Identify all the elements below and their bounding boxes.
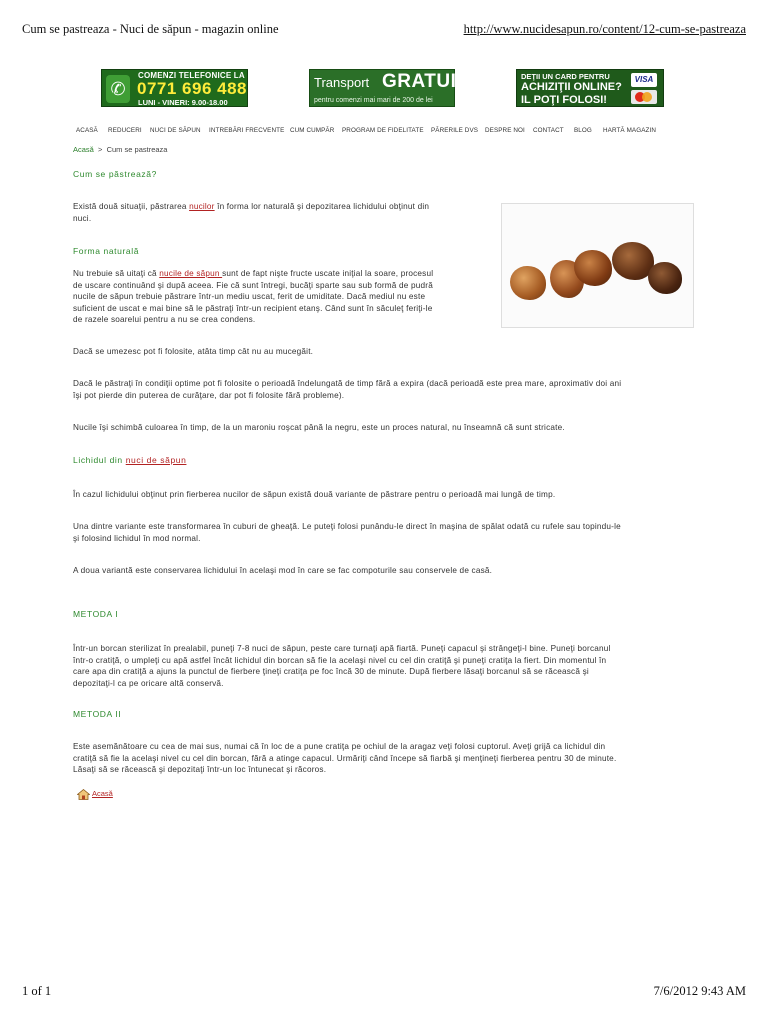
phone-icon: ✆ bbox=[106, 75, 130, 103]
nav-item-despre-noi[interactable]: DESPRE NOI bbox=[485, 127, 525, 134]
breadcrumb-home[interactable]: Acasă bbox=[73, 145, 94, 154]
visa-logo-icon: VISA bbox=[631, 73, 657, 87]
paragraph-lichid: În cazul lichidului obţinut prin fierberea nucilor de săpun există două variante de păstrare pentru o perioadă mai lungă de timp. bbox=[73, 490, 556, 499]
link-nucilor[interactable]: nucilor bbox=[189, 202, 215, 211]
phone-hours: LUNI - VINERI: 9.00-18.00 bbox=[138, 98, 228, 107]
paragraph-culoare: Nucile îşi schimbă culoarea în timp, de la un maroniu roşcat până la negru, este un proces natural, nu înseamnă că sunt stricate. bbox=[73, 423, 565, 432]
home-link[interactable]: Acasă bbox=[92, 789, 113, 798]
nav-item-contact[interactable]: CONTACT bbox=[533, 127, 564, 134]
paragraph-conservare: A doua variantă este conservarea lichidului în acelaşi mod în care se fac compoturile sau conservele de casă. bbox=[73, 566, 493, 575]
page-title: Cum se păstrează? bbox=[73, 169, 157, 179]
section-heading-lichid: Lichidul din nuci de săpun bbox=[73, 455, 187, 465]
paragraph-cuburi: Una dintre variante este transformarea în cuburi de gheaţă. Le puteţi folosi punându-le direct în maşina de spălat odată cu rufele sau topindu-le bbox=[73, 522, 621, 531]
page-count: 1 of 1 bbox=[22, 984, 52, 998]
transport-word: Transport bbox=[314, 75, 370, 90]
metoda2-line: cratiţă să fie la acelaşi nivel cu cel din borcan, fără a atinge capacul. Urmăriţi când începe să fiarbă şi menţineţi fierberea pentru 30 de minute. bbox=[73, 753, 617, 763]
paragraph-cuburi: şi folosind lichidul în mod normal. bbox=[73, 533, 201, 543]
metoda2-line: Lăsaţi să se răcească şi depozitaţi într-un loc întunecat şi răcoros. bbox=[73, 765, 327, 775]
section-heading-metoda-1: METODA I bbox=[73, 609, 119, 619]
intro-line: Există două situaţii, păstrarea nucilor în forma lor naturală şi depozitarea lichidului obţinut din bbox=[73, 202, 430, 211]
metoda1-line: într-o cratiţă, o umpleţi cu apă astfel încât lichidul din borcan să fie la acelaşi nivel cu cel din cratiţă şi puneţi cratiţa la fiert. Din momentul în bbox=[73, 655, 607, 665]
nav-item-reduceri[interactable]: REDUCERI bbox=[108, 127, 142, 134]
free-transport-banner[interactable] bbox=[309, 69, 469, 107]
link-nuci-de-sapun[interactable]: nuci de săpun bbox=[125, 455, 187, 465]
print-title: Cum se pastreaza - Nuci de săpun - magazin online bbox=[22, 22, 279, 36]
paragraph-optime: îşi pot pierde din puterea de curăţare, dar pot fi folosite fără probleme). bbox=[73, 390, 345, 400]
link-nucile-de-sapun[interactable]: nucile de săpun bbox=[159, 269, 223, 278]
print-footer bbox=[22, 984, 746, 1000]
metoda1-line: Într-un borcan sterilizat în prealabil, puneţi 7-8 nuci de săpun, peste care turnaţi apă fiartă. Puneţi capacul şi strângeţi-l bine. Puneţi borcanul bbox=[73, 644, 611, 653]
phone-order-banner[interactable] bbox=[101, 69, 248, 107]
breadcrumb-current: Cum se pastreaza bbox=[106, 145, 168, 154]
mastercard-logo-icon bbox=[631, 90, 657, 104]
soap-nuts-photo bbox=[501, 203, 694, 328]
print-header bbox=[22, 22, 746, 40]
nav-item-acasa[interactable]: ACASĂ bbox=[76, 127, 98, 134]
metoda1-line: depozitaţi-l ca pe oricare altă conservă. bbox=[73, 678, 224, 688]
card-payment-banner[interactable] bbox=[516, 69, 664, 107]
breadcrumb bbox=[73, 145, 167, 154]
nav-item-cum-cumpar[interactable]: CUM CUMPĂR bbox=[290, 127, 335, 134]
section-heading-metoda-2: METODA II bbox=[73, 709, 122, 719]
print-url[interactable]: http://www.nucidesapun.ro/content/12-cum-se-pastreaza bbox=[463, 22, 746, 36]
phone-banner-caption: COMENZI TELEFONICE LA bbox=[138, 71, 245, 80]
transport-free: GRATUIT bbox=[382, 71, 469, 92]
main-nav bbox=[76, 127, 696, 139]
forma-line: de razele soarelui pentru a nu se crea condens. bbox=[73, 315, 256, 325]
forma-line: de uscare continuând şi după aceea. Fie că sunt întregi, bucăţi sparte sau sub formă de pudră bbox=[73, 280, 433, 290]
nav-item-program-fidelitate[interactable]: PROGRAM DE FIDELITATE bbox=[342, 127, 424, 134]
nav-item-parerile-dvs[interactable]: PĂRERILE DVS bbox=[431, 127, 479, 134]
forma-line: suficient de uscat e mai bine să le păstraţi într-un recipient etanş. Când sunt în săculeţ feriţi-le bbox=[73, 303, 433, 313]
nav-item-blog[interactable]: BLOG bbox=[574, 127, 592, 134]
transport-note: pentru comenzi mai mari de 200 de lei bbox=[314, 97, 433, 104]
forma-line: Nu trebuie să uitaţi că nucile de săpun sunt de fapt nişte fructe uscate iniţial la soare, procesul bbox=[73, 269, 434, 278]
home-icon[interactable] bbox=[77, 789, 90, 800]
nav-item-harta-magazin[interactable]: HARTĂ MAGAZIN bbox=[603, 127, 656, 134]
metoda2-line: Este asemănătoare cu cea de mai sus, numai că în loc de a pune cratiţa pe ochiul de la aragaz veţi folosi cuptorul. Aveţi grijă ca lichidul din bbox=[73, 742, 606, 751]
paragraph-umezesc: Dacă se umezesc pot fi folosite, atâta timp cât nu au mucegăit. bbox=[73, 347, 314, 356]
metoda1-line: care apa din cratiţă a ajuns la punctul de fierbere ţineţi cratiţa pe foc încă 30 de minute. După fierbere lăsaţi borcanul să se răcească şi bbox=[73, 667, 589, 677]
nav-item-intrebari-frecvente[interactable]: INTREBĂRI FRECVENTE bbox=[209, 127, 285, 134]
section-heading-forma: Forma naturală bbox=[73, 246, 140, 256]
print-date: 7/6/2012 9:43 AM bbox=[653, 984, 746, 998]
card-banner-line1: DEŢII UN CARD PENTRU bbox=[521, 72, 610, 81]
forma-line: nucile de săpun trebuie păstrare într-un mediu uscat, ferit de umiditate. Dacă mediul nu este bbox=[73, 292, 426, 302]
breadcrumb-separator: > bbox=[98, 145, 103, 154]
phone-number: 0771 696 488 bbox=[137, 79, 247, 98]
card-banner-line2: ACHIZIŢII ONLINE? bbox=[521, 81, 622, 93]
intro-line: nuci. bbox=[73, 213, 92, 223]
nav-item-nuci-de-sapun[interactable]: NUCI DE SĂPUN bbox=[150, 127, 201, 134]
paragraph-optime: Dacă le păstraţi în condiţii optime pot fi folosite o perioadă îndelungată de timp fără a expira (dacă perioadă este prea mare, aproximativ doi ani bbox=[73, 379, 622, 388]
card-banner-line3: IL POŢI FOLOSI! bbox=[521, 94, 607, 106]
